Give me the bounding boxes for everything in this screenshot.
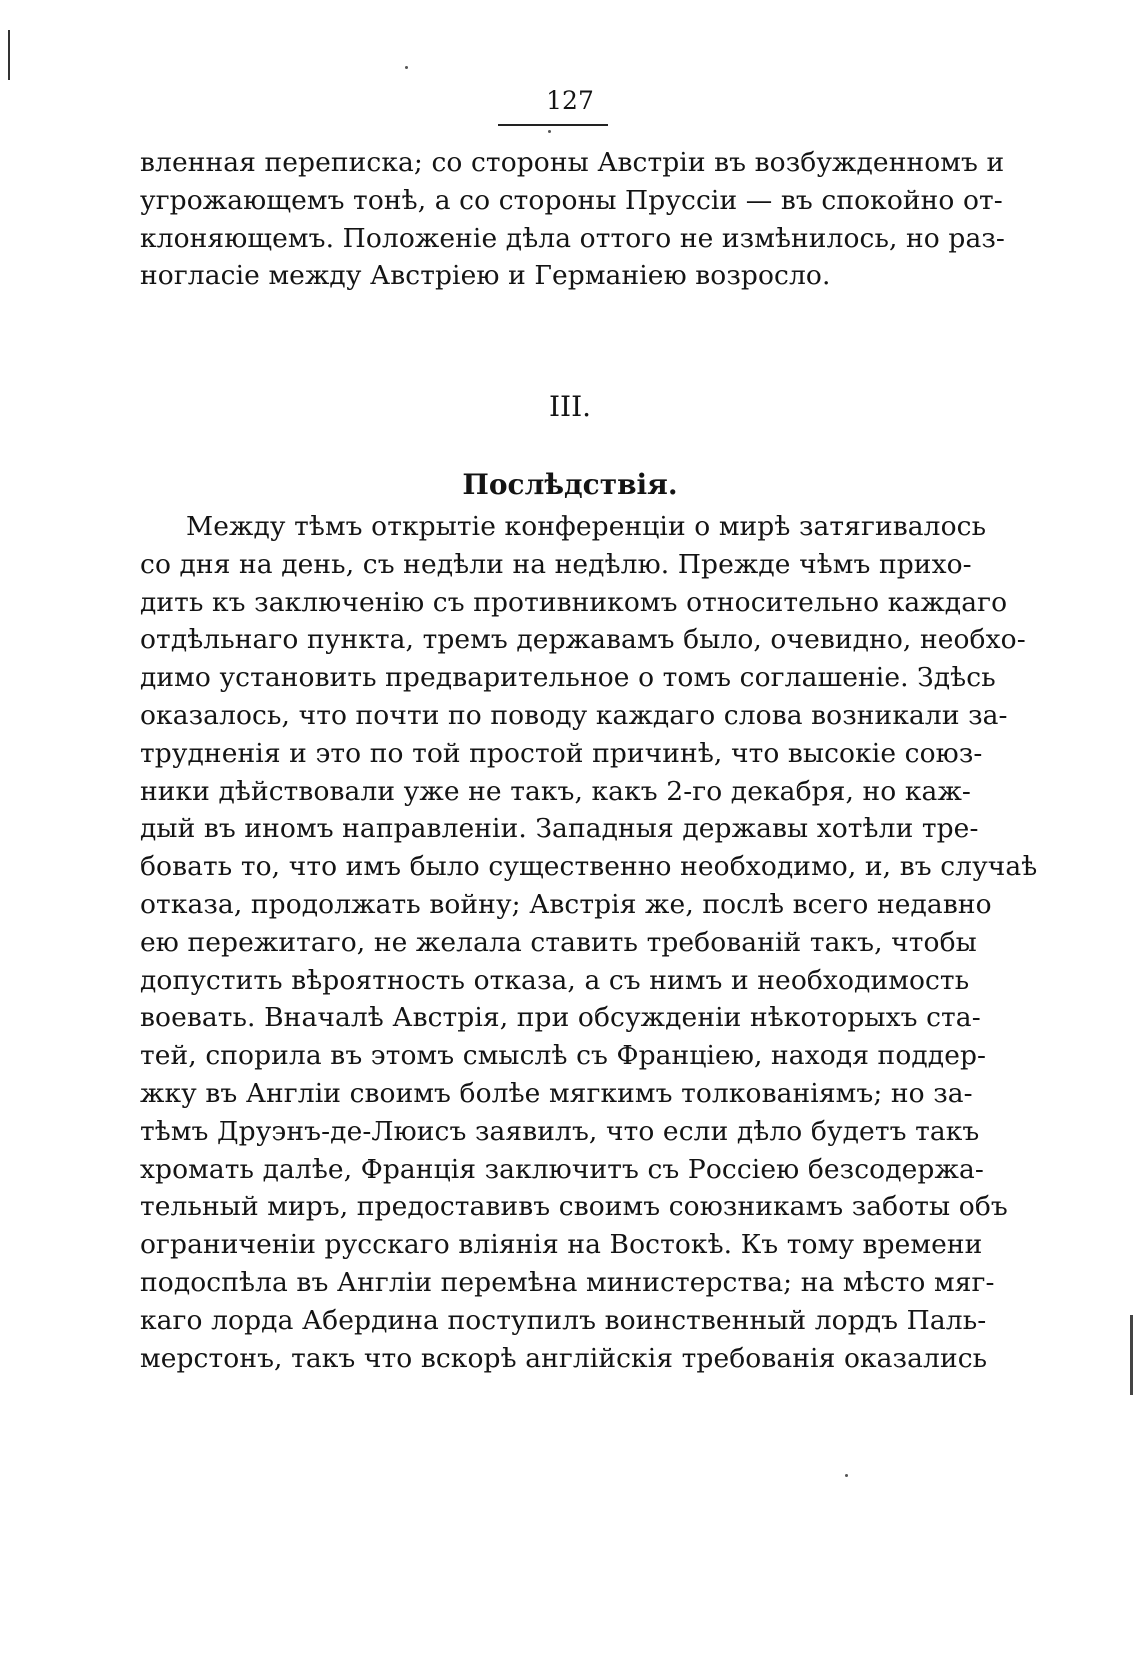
text-line: угрожающемъ тонѣ, а со стороны Пруссіи — въ спокойно от- xyxy=(140,184,1003,216)
section-numeral: III. xyxy=(548,390,592,423)
text-line: ногласіе между Австріею и Германіею возросло. xyxy=(140,260,831,292)
text-line: димо установить предварительное о томъ соглашеніе. Здѣсь xyxy=(140,662,996,694)
text-line: допустить вѣроятность отказа, а съ нимъ и необходимость xyxy=(140,964,970,996)
scan-speck xyxy=(405,66,408,69)
page-number: 127 xyxy=(546,86,594,115)
text-line: тельный миръ, предоставивъ своимъ союзникамъ заботы объ xyxy=(140,1191,1008,1223)
text-line: со дня на день, съ недѣли на недѣлю. Прежде чѣмъ прихо- xyxy=(140,548,972,580)
text-line: ограниченіи русскаго вліянія на Востокѣ. Къ тому времени xyxy=(140,1229,983,1261)
text-line: ники дѣйствовали уже не такъ, какъ 2-го декабря, но каж- xyxy=(140,775,971,807)
text-line: мерстонъ, такъ что вскорѣ англійскія требованія оказались xyxy=(140,1342,988,1374)
text-line: тѣмъ Друэнъ-де-Люисъ заявилъ, что если дѣло будетъ такъ xyxy=(140,1115,980,1147)
text-line: дый въ иномъ направленіи. Западныя державы хотѣли тре- xyxy=(140,813,979,845)
scan-speck xyxy=(548,130,551,133)
scan-speck xyxy=(845,1474,848,1477)
left-margin-scan-mark xyxy=(8,30,10,80)
text-line: отказа, продолжать войну; Австрія же, послѣ всего недавно xyxy=(140,888,992,920)
right-margin-scan-mark xyxy=(1130,1315,1133,1395)
page-number-rule xyxy=(498,124,608,126)
section-title: Послѣдствія. xyxy=(462,468,678,501)
text-line: вленная переписка; со стороны Австріи въ возбужденномъ и xyxy=(140,147,1005,178)
text-line: дить къ заключенію съ противникомъ относительно каждаго xyxy=(140,586,1008,618)
text-line: трудненія и это по той простой причинѣ, что высокіе союз- xyxy=(140,737,983,769)
text-line: тей, спорила въ этомъ смыслѣ съ Франціею, находя поддер- xyxy=(140,1040,987,1072)
text-line: бовать то, что имъ было существенно необходимо, и, въ случаѣ xyxy=(140,851,1038,883)
text-line: жку въ Англіи своимъ болѣе мягкимъ толкованіямъ; но за- xyxy=(140,1077,973,1109)
body-paragraph xyxy=(140,508,1038,1377)
text-line: Между тѣмъ открытіе конференціи о мирѣ затягивалось xyxy=(186,511,987,542)
text-line: подоспѣла въ Англіи перемѣна министерства; на мѣсто мяг- xyxy=(140,1266,995,1298)
text-line: клоняющемъ. Положеніе дѣла оттого не измѣнилось, но раз- xyxy=(140,222,1005,254)
text-line: воевать. Вначалѣ Австрія, при обсужденіи нѣкоторыхъ ста- xyxy=(140,1002,981,1034)
text-line: отдѣльнаго пункта, тремъ державамъ было, очевидно, необхо- xyxy=(140,624,1026,656)
text-line: каго лорда Абердина поступилъ воинственный лордъ Паль- xyxy=(140,1304,987,1336)
text-line: хромать далѣе, Франція заключитъ съ Россіею безсодержа- xyxy=(140,1153,984,1185)
intro-paragraph xyxy=(140,144,1005,295)
text-line: ею пережитаго, не желала ставить требованій такъ, чтобы xyxy=(140,926,977,958)
text-line: оказалось, что почти по поводу каждаго слова возникали за- xyxy=(140,699,1008,731)
